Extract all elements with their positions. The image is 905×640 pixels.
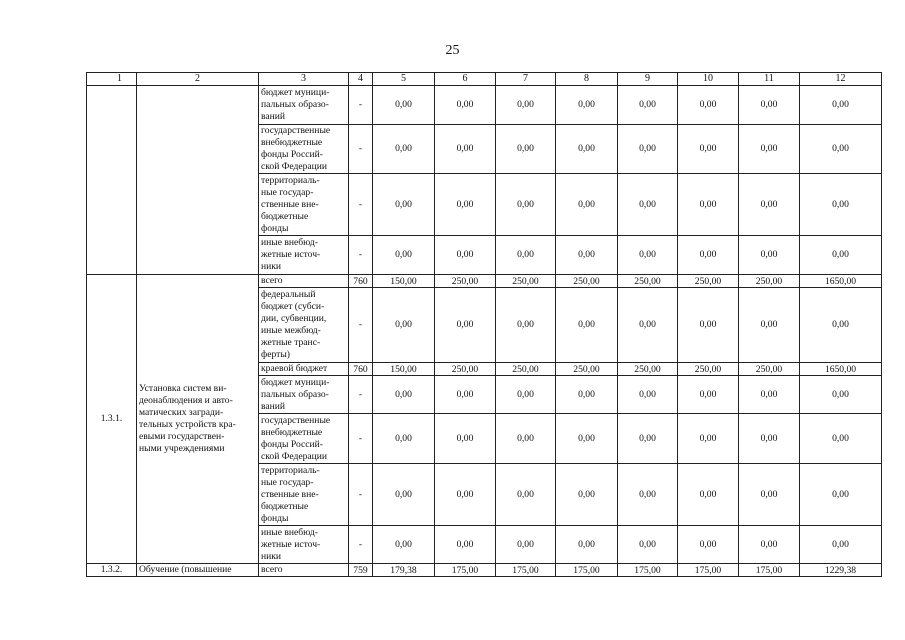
amount-cell: 1650,00 bbox=[800, 275, 882, 288]
budget-code: - bbox=[349, 288, 373, 363]
amount-cell: 1229,38 bbox=[800, 564, 882, 577]
amount-cell: 0,00 bbox=[678, 236, 739, 275]
budget-code: - bbox=[349, 236, 373, 275]
amount-cell: 250,00 bbox=[739, 363, 800, 376]
item-number: 1.3.1. bbox=[87, 275, 137, 564]
amount-cell: 0,00 bbox=[678, 86, 739, 125]
amount-cell: 250,00 bbox=[496, 363, 556, 376]
amount-cell: 0,00 bbox=[556, 414, 618, 464]
amount-cell: 0,00 bbox=[618, 174, 678, 236]
amount-cell: 0,00 bbox=[618, 125, 678, 174]
budget-code: - bbox=[349, 174, 373, 236]
amount-cell: 0,00 bbox=[556, 86, 618, 125]
amount-cell: 179,38 bbox=[373, 564, 435, 577]
amount-cell: 250,00 bbox=[678, 275, 739, 288]
amount-cell: 0,00 bbox=[800, 288, 882, 363]
item-name: Обучение (повышение bbox=[137, 564, 259, 577]
amount-cell: 0,00 bbox=[373, 125, 435, 174]
amount-cell: 250,00 bbox=[496, 275, 556, 288]
column-number: 10 bbox=[678, 73, 739, 86]
amount-cell: 0,00 bbox=[739, 526, 800, 564]
amount-cell: 0,00 bbox=[556, 174, 618, 236]
funding-source: всего bbox=[259, 275, 349, 288]
funding-source: иные внебюд- жетные источ- ники bbox=[259, 526, 349, 564]
table-row bbox=[87, 564, 882, 577]
amount-cell: 0,00 bbox=[496, 174, 556, 236]
column-number: 4 bbox=[349, 73, 373, 86]
amount-cell: 175,00 bbox=[678, 564, 739, 577]
amount-cell: 0,00 bbox=[435, 376, 496, 414]
amount-cell: 0,00 bbox=[618, 376, 678, 414]
funding-source: федеральный бюджет (субси- дии, субвенции, иные межбюд- жетные транс- ферты) bbox=[259, 288, 349, 363]
funding-source: государственные внебюджетные фонды Россий- ской Федерации bbox=[259, 414, 349, 464]
item-name: Установка систем ви- деонаблюдения и авто- матических загради- тельных устройств кра- евыми государствен- ными учреждениями bbox=[137, 275, 259, 564]
amount-cell: 0,00 bbox=[739, 376, 800, 414]
column-number: 11 bbox=[739, 73, 800, 86]
amount-cell: 0,00 bbox=[739, 414, 800, 464]
amount-cell: 0,00 bbox=[800, 236, 882, 275]
amount-cell: 0,00 bbox=[373, 174, 435, 236]
amount-cell: 0,00 bbox=[435, 288, 496, 363]
amount-cell: 0,00 bbox=[435, 86, 496, 125]
amount-cell: 0,00 bbox=[678, 526, 739, 564]
amount-cell: 0,00 bbox=[800, 376, 882, 414]
item-name-cell bbox=[137, 86, 259, 275]
column-number: 9 bbox=[618, 73, 678, 86]
item-number: 1.3.2. bbox=[87, 564, 137, 577]
amount-cell: 175,00 bbox=[618, 564, 678, 577]
funding-source: краевой бюджет bbox=[259, 363, 349, 376]
budget-table bbox=[86, 72, 882, 577]
column-number: 6 bbox=[435, 73, 496, 86]
amount-cell: 250,00 bbox=[739, 275, 800, 288]
amount-cell: 0,00 bbox=[373, 414, 435, 464]
amount-cell: 0,00 bbox=[618, 86, 678, 125]
amount-cell: 0,00 bbox=[678, 174, 739, 236]
amount-cell: 0,00 bbox=[618, 414, 678, 464]
table-row bbox=[87, 275, 882, 288]
amount-cell: 0,00 bbox=[739, 86, 800, 125]
amount-cell: 175,00 bbox=[556, 564, 618, 577]
amount-cell: 250,00 bbox=[556, 275, 618, 288]
amount-cell: 250,00 bbox=[678, 363, 739, 376]
amount-cell: 0,00 bbox=[373, 526, 435, 564]
amount-cell: 0,00 bbox=[678, 125, 739, 174]
amount-cell: 250,00 bbox=[618, 363, 678, 376]
amount-cell: 0,00 bbox=[678, 414, 739, 464]
amount-cell: 0,00 bbox=[373, 464, 435, 526]
amount-cell: 0,00 bbox=[496, 464, 556, 526]
amount-cell: 0,00 bbox=[739, 125, 800, 174]
column-number-row bbox=[87, 73, 882, 86]
column-number: 12 bbox=[800, 73, 882, 86]
amount-cell: 0,00 bbox=[556, 464, 618, 526]
amount-cell: 0,00 bbox=[496, 86, 556, 125]
amount-cell: 0,00 bbox=[556, 125, 618, 174]
amount-cell: 0,00 bbox=[556, 526, 618, 564]
amount-cell: 0,00 bbox=[373, 236, 435, 275]
amount-cell: 150,00 bbox=[373, 363, 435, 376]
funding-source: бюджет муници- пальных образо- ваний bbox=[259, 86, 349, 125]
budget-code: - bbox=[349, 464, 373, 526]
funding-source: иные внебюд- жетные источ- ники bbox=[259, 236, 349, 275]
budget-code: - bbox=[349, 414, 373, 464]
column-number: 3 bbox=[259, 73, 349, 86]
amount-cell: 0,00 bbox=[373, 86, 435, 125]
amount-cell: 0,00 bbox=[678, 464, 739, 526]
amount-cell: 0,00 bbox=[739, 174, 800, 236]
funding-source: всего bbox=[259, 564, 349, 577]
funding-source: государственные внебюджетные фонды Россий- ской Федерации bbox=[259, 125, 349, 174]
amount-cell: 0,00 bbox=[739, 464, 800, 526]
amount-cell: 0,00 bbox=[435, 236, 496, 275]
amount-cell: 0,00 bbox=[800, 174, 882, 236]
column-number: 2 bbox=[137, 73, 259, 86]
column-number: 7 bbox=[496, 73, 556, 86]
amount-cell: 0,00 bbox=[435, 526, 496, 564]
amount-cell: 0,00 bbox=[435, 414, 496, 464]
amount-cell: 0,00 bbox=[373, 376, 435, 414]
amount-cell: 0,00 bbox=[618, 464, 678, 526]
amount-cell: 0,00 bbox=[496, 414, 556, 464]
amount-cell: 0,00 bbox=[678, 288, 739, 363]
item-number-cell bbox=[87, 86, 137, 275]
amount-cell: 175,00 bbox=[739, 564, 800, 577]
funding-source: бюджет муници- пальных образо- ваний bbox=[259, 376, 349, 414]
column-number: 1 bbox=[87, 73, 137, 86]
amount-cell: 0,00 bbox=[800, 125, 882, 174]
budget-code: - bbox=[349, 526, 373, 564]
amount-cell: 0,00 bbox=[618, 526, 678, 564]
column-number: 8 bbox=[556, 73, 618, 86]
amount-cell: 0,00 bbox=[496, 376, 556, 414]
amount-cell: 0,00 bbox=[800, 86, 882, 125]
amount-cell: 150,00 bbox=[373, 275, 435, 288]
amount-cell: 0,00 bbox=[556, 236, 618, 275]
amount-cell: 0,00 bbox=[739, 288, 800, 363]
budget-code: 760 bbox=[349, 363, 373, 376]
amount-cell: 250,00 bbox=[618, 275, 678, 288]
amount-cell: 0,00 bbox=[496, 288, 556, 363]
amount-cell: 0,00 bbox=[556, 376, 618, 414]
amount-cell: 250,00 bbox=[556, 363, 618, 376]
amount-cell: 0,00 bbox=[800, 526, 882, 564]
budget-code: - bbox=[349, 376, 373, 414]
budget-code: 760 bbox=[349, 275, 373, 288]
column-number: 5 bbox=[373, 73, 435, 86]
amount-cell: 175,00 bbox=[496, 564, 556, 577]
amount-cell: 175,00 bbox=[435, 564, 496, 577]
funding-source: территориаль- ные государ- ственные вне- бюджетные фонды bbox=[259, 464, 349, 526]
amount-cell: 0,00 bbox=[496, 236, 556, 275]
amount-cell: 0,00 bbox=[800, 464, 882, 526]
funding-source: территориаль- ные государ- ственные вне- бюджетные фонды bbox=[259, 174, 349, 236]
amount-cell: 0,00 bbox=[435, 464, 496, 526]
amount-cell: 0,00 bbox=[435, 125, 496, 174]
amount-cell: 0,00 bbox=[618, 288, 678, 363]
amount-cell: 0,00 bbox=[496, 125, 556, 174]
amount-cell: 250,00 bbox=[435, 363, 496, 376]
page-number: 25 bbox=[445, 43, 460, 58]
amount-cell: 0,00 bbox=[800, 414, 882, 464]
budget-code: - bbox=[349, 125, 373, 174]
amount-cell: 0,00 bbox=[496, 526, 556, 564]
amount-cell: 0,00 bbox=[435, 174, 496, 236]
table-row bbox=[87, 86, 882, 125]
amount-cell: 1650,00 bbox=[800, 363, 882, 376]
amount-cell: 0,00 bbox=[678, 376, 739, 414]
amount-cell: 250,00 bbox=[435, 275, 496, 288]
budget-code: - bbox=[349, 86, 373, 125]
amount-cell: 0,00 bbox=[373, 288, 435, 363]
amount-cell: 0,00 bbox=[556, 288, 618, 363]
budget-code: 759 bbox=[349, 564, 373, 577]
amount-cell: 0,00 bbox=[618, 236, 678, 275]
amount-cell: 0,00 bbox=[739, 236, 800, 275]
